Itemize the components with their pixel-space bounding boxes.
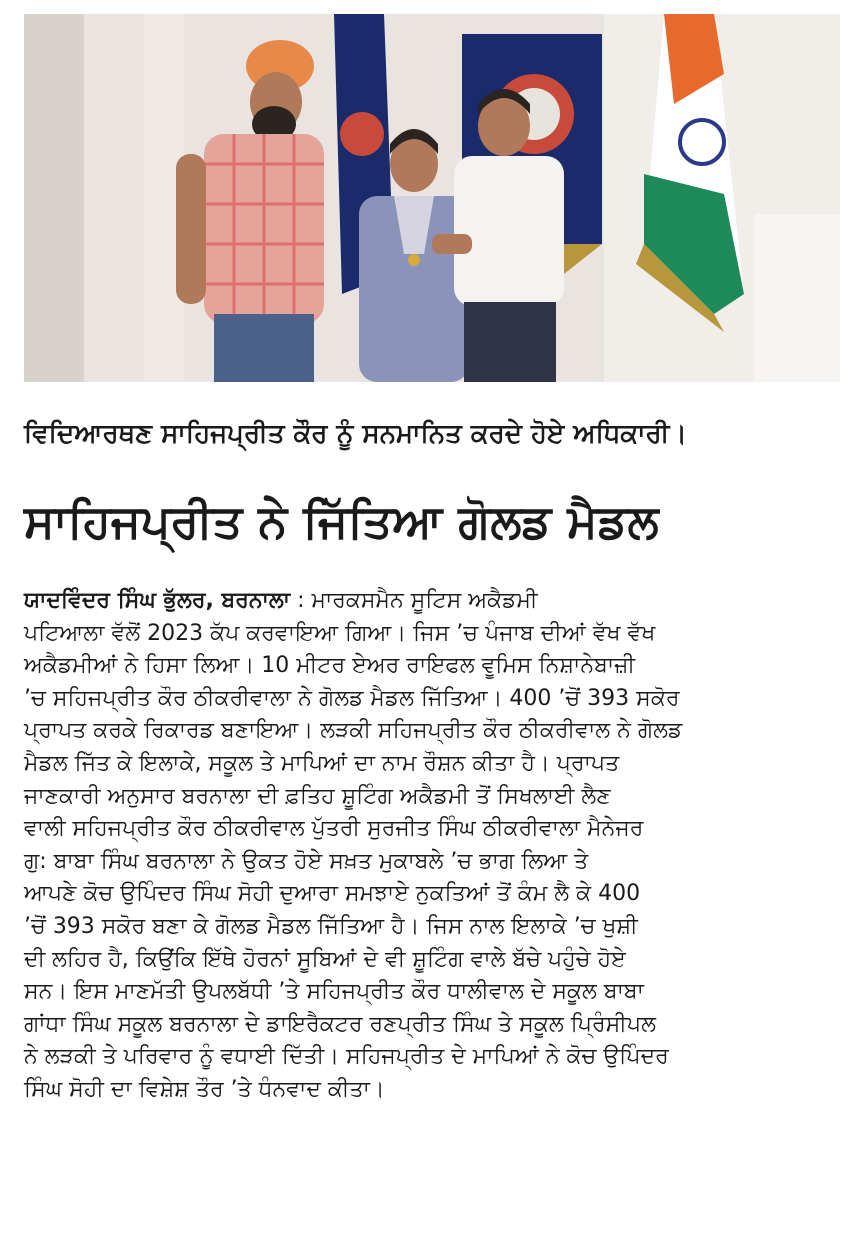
article-line: ਨੇ ਲੜਕੀ ਤੇ ਪਰਿਵਾਰ ਨੂੰ ਵਧਾਈ ਦਿੱਤੀ। ਸਹਿਜਪ੍ਰੀਤ ਦੇ ਮਾਪਿਆਂ ਨੇ ਕੋਚ ਉਪਿੰਦਰ [24,1044,669,1070]
article-line: ’ਚ ਸਹਿਜਪ੍ਰੀਤ ਕੌਰ ਠੀਕਰੀਵਾਲਾ ਨੇ ਗੋਲਡ ਮੈਡਲ ਜਿੱਤਿਆ। 400 ’ਚੋਂ 393 ਸਕੋਰ [24,685,680,711]
photo-caption: ਵਿਦਿਆਰਥਣ ਸਾਹਿਜਪ੍ਰੀਤ ਕੌਰ ਨੂੰ ਸਨਮਾਨਿਤ ਕਰਦੇ ਹੋਏ ਅਧਿਕਾਰੀ। [24,419,688,449]
article-line: ਸਿੰਘ ਸੋਹੀ ਦਾ ਵਿਸ਼ੇਸ਼ ਤੌਰ ’ਤੇ ਧੰਨਵਾਦ ਕੀਤਾ। [24,1076,385,1102]
article-line: ਮੈਡਲ ਜਿੱਤ ਕੇ ਇਲਾਕੇ, ਸਕੂਲ ਤੇ ਮਾਪਿਆਂ ਦਾ ਨਾਮ ਰੌਸ਼ਨ ਕੀਤਾ ਹੈ। ਪ੍ਰਾਪਤ [24,750,620,776]
headline: ਸਾਹਿਜਪ੍ਰੀਤ ਨੇ ਜਿੱਤਿਆ ਗੋਲਡ ਮੈਡਲ [24,494,659,548]
article-first-line-text: : ਮਾਰਕਸਮੈਨ ਸੂਟਿਸ ਅਕੈਡਮੀ [290,588,538,613]
news-photo [24,14,840,382]
article-line-1 [24,585,824,618]
article-line: ਗੁ: ਬਾਬਾ ਸਿੰਘ ਬਰਨਾਲਾ ਨੇ ਉਕਤ ਹੋਏ ਸਖ਼ਤ ਮੁਕਾਬਲੇ ’ਚ ਭਾਗ ਲਿਆ ਤੇ [24,848,589,874]
article-line: ਪ੍ਰਾਪਤ ਕਰਕੇ ਰਿਕਾਰਡ ਬਣਾਇਆ। ਲੜਕੀ ਸਹਿਜਪ੍ਰੀਤ ਕੌਰ ਠੀਕਰੀਵਾਲ ਨੇ ਗੋਲਡ [24,718,683,744]
article-line: ਵਾਲੀ ਸਹਿਜਪ੍ਰੀਤ ਕੌਰ ਠੀਕਰੀਵਾਲ ਪੁੱਤਰੀ ਸੁਰਜੀਤ ਸਿੰਘ ਠੀਕਰੀਵਾਲਾ ਮੈਨੇਜਰ [24,816,644,842]
article-line: ਦੀ ਲਹਿਰ ਹੈ, ਕਿਉਂਕਿ ਇੱਥੇ ਹੋਰਨਾਂ ਸੂਬਿਆਂ ਦੇ ਵੀ ਸ਼ੂਟਿੰਗ ਵਾਲੇ ਬੱਚੇ ਪਹੁੰਚੇ ਹੋਏ [24,946,626,972]
article-line: ਗਾਂਧਾ ਸਿੰਘ ਸਕੂਲ ਬਰਨਾਲਾ ਦੇ ਡਾਇਰੈਕਟਰ ਰਣਪ੍ਰੀਤ ਸਿੰਘ ਤੇ ਸਕੂਲ ਪ੍ਰਿੰਸੀਪਲ [24,1011,656,1037]
byline: ਯਾਦਵਿੰਦਰ ਸਿੰਘ ਭੁੱਲਰ, ਬਰਨਾਲਾ [24,588,291,613]
article-line: ਪਟਿਆਲਾ ਵੱਲੋਂ 2023 ਕੱਪ ਕਰਵਾਇਆ ਗਿਆ। ਜਿਸ ’ਚ ਪੰਜਾਬ ਦੀਆਂ ਵੱਖ ਵੱਖ [24,620,656,646]
article-line: ਸਨ। ਇਸ ਮਾਣਮੱਤੀ ਉਪਲਬੱਧੀ ’ਤੇ ਸਹਿਜਪ੍ਰੀਤ ਕੌਰ ਧਾਲੀਵਾਲ ਦੇ ਸਕੂਲ ਬਾਬਾ [24,979,644,1005]
article-line: ਜਾਣਕਾਰੀ ਅਨੁਸਾਰ ਬਰਨਾਲਾ ਦੀ ਫ਼ਤਿਹ ਸ਼ੂਟਿੰਗ ਅਕੈਡਮੀ ਤੋਂ ਸਿਖਲਾਈ ਲੈਣ [24,783,611,809]
article-body [24,585,824,1107]
article-line: ਅਕੈਡਮੀਆਂ ਨੇ ਹਿਸਾ ਲਿਆ। 10 ਮੀਟਰ ਏਅਰ ਰਾਇਫਲ ਵੂਮਿਸ ਨਿਸ਼ਾਨੇਬਾਜ਼ੀ [24,653,636,679]
photo-illustration [24,14,840,382]
article-line: ’ਚੋਂ 393 ਸਕੋਰ ਬਣਾ ਕੇ ਗੋਲਡ ਮੈਡਲ ਜਿੱਤਿਆ ਹੈ। ਜਿਸ ਨਾਲ ਇਲਾਕੇ ’ਚ ਖੁਸ਼ੀ [24,913,638,939]
article-line: ਆਪਣੇ ਕੋਚ ਉਪਿੰਦਰ ਸਿੰਘ ਸੋਹੀ ਦੁਆਰਾ ਸਮਝਾਏ ਨੁਕਤਿਆਂ ਤੋਂ ਕੰਮ ਲੈ ਕੇ 400 [24,881,641,907]
